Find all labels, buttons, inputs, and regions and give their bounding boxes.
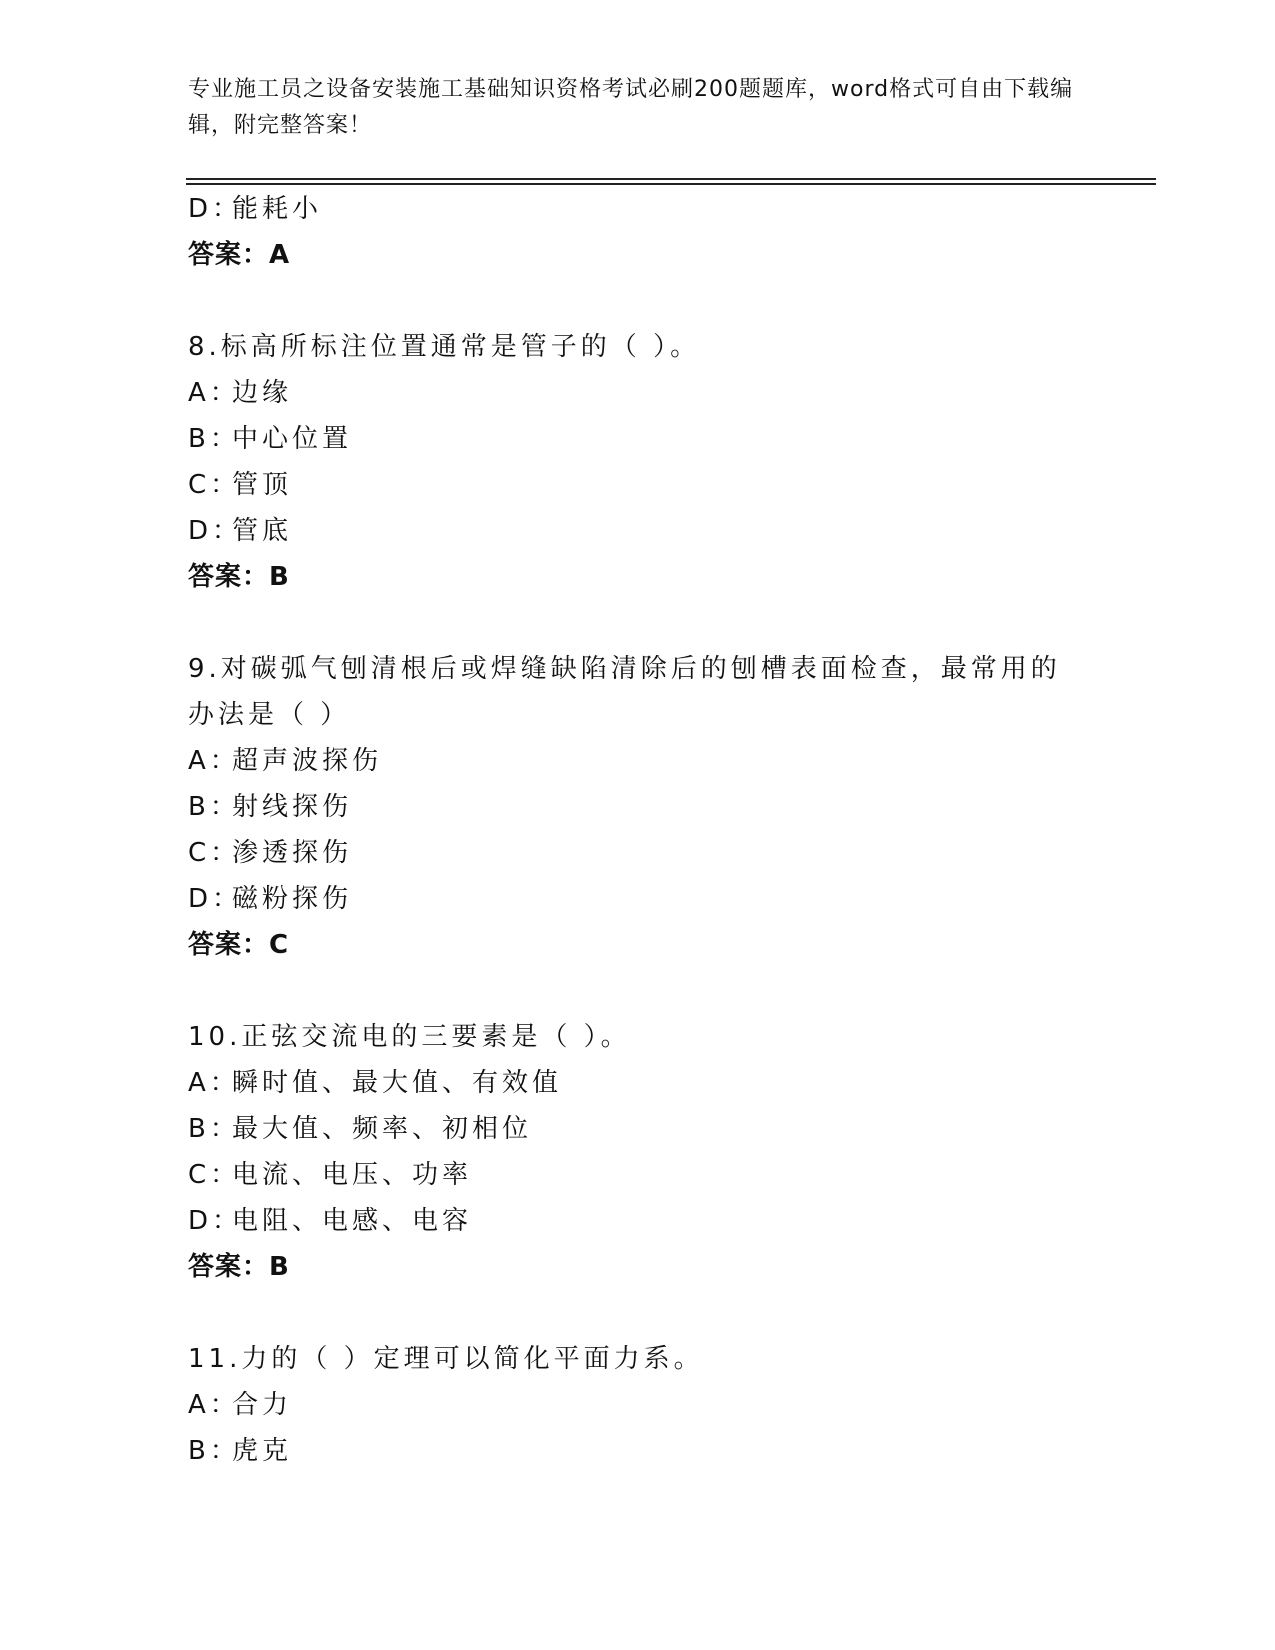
option-text: 能耗小	[232, 194, 323, 224]
option-text: 虎克	[232, 1436, 293, 1466]
option-a	[188, 1382, 1088, 1428]
question-11	[188, 1336, 1088, 1474]
option-d	[188, 186, 1088, 232]
option-c	[188, 462, 1088, 508]
option-c	[188, 1152, 1088, 1198]
question-stem: 10.正弦交流电的三要素是（ ）。	[188, 1022, 631, 1052]
option-label: B：	[188, 1114, 240, 1144]
answer-line: 答案：A	[188, 240, 291, 270]
answer-line: 答案：B	[188, 1252, 290, 1282]
question-content	[188, 186, 1088, 1474]
document-header: 专业施工员之设备安装施工基础知识资格考试必刷200题题库，word格式可自由下载编辑，附完整答案！	[188, 77, 1074, 138]
option-label: C：	[188, 1160, 241, 1190]
option-text: 中心位置	[232, 424, 353, 454]
header-divider-top	[186, 178, 1156, 180]
option-text: 射线探伤	[232, 792, 353, 822]
option-b	[188, 1428, 1088, 1474]
option-label: A：	[188, 1068, 240, 1098]
question-9	[188, 646, 1088, 968]
option-label: B：	[188, 424, 240, 454]
option-label: C：	[188, 838, 241, 868]
question-stem: 11.力的（ ）定理可以简化平面力系。	[188, 1344, 704, 1374]
option-label: D：	[188, 1206, 243, 1236]
option-a	[188, 1060, 1088, 1106]
option-text: 最大值、频率、初相位	[232, 1114, 533, 1144]
option-d	[188, 508, 1088, 554]
option-label: A：	[188, 378, 240, 408]
option-label: B：	[188, 1436, 240, 1466]
option-label: C：	[188, 470, 241, 500]
option-text: 瞬时值、最大值、有效值	[232, 1068, 563, 1098]
option-text: 管顶	[232, 470, 293, 500]
option-text: 磁粉探伤	[232, 884, 353, 914]
question-stem: 8.标高所标注位置通常是管子的（ ）。	[188, 332, 701, 362]
option-label: A：	[188, 1390, 240, 1420]
option-a	[188, 370, 1088, 416]
option-text: 合力	[232, 1390, 293, 1420]
option-b	[188, 784, 1088, 830]
option-text: 管底	[232, 516, 293, 546]
option-b	[188, 1106, 1088, 1152]
option-label: A：	[188, 746, 240, 776]
option-c	[188, 830, 1088, 876]
option-text: 电流、电压、功率	[232, 1160, 473, 1190]
question-stem: 9.对碳弧气刨清根后或焊缝缺陷清除后的刨槽表面检查，最常用的办法是（ ）	[188, 654, 1061, 730]
header-divider-bottom	[186, 183, 1156, 185]
option-d	[188, 1198, 1088, 1244]
option-a	[188, 738, 1088, 784]
option-label: D：	[188, 516, 243, 546]
question-10	[188, 1014, 1088, 1290]
answer-line: 答案：C	[188, 930, 290, 960]
option-label: D：	[188, 884, 243, 914]
option-text: 渗透探伤	[232, 838, 353, 868]
option-label: B：	[188, 792, 240, 822]
option-d	[188, 876, 1088, 922]
answer-line: 答案：B	[188, 562, 290, 592]
option-text: 电阻、电感、电容	[232, 1206, 473, 1236]
option-text: 超声波探伤	[232, 746, 383, 776]
option-text: 边缘	[232, 378, 293, 408]
option-label: D：	[188, 194, 243, 224]
question-8	[188, 324, 1088, 600]
option-b	[188, 416, 1088, 462]
